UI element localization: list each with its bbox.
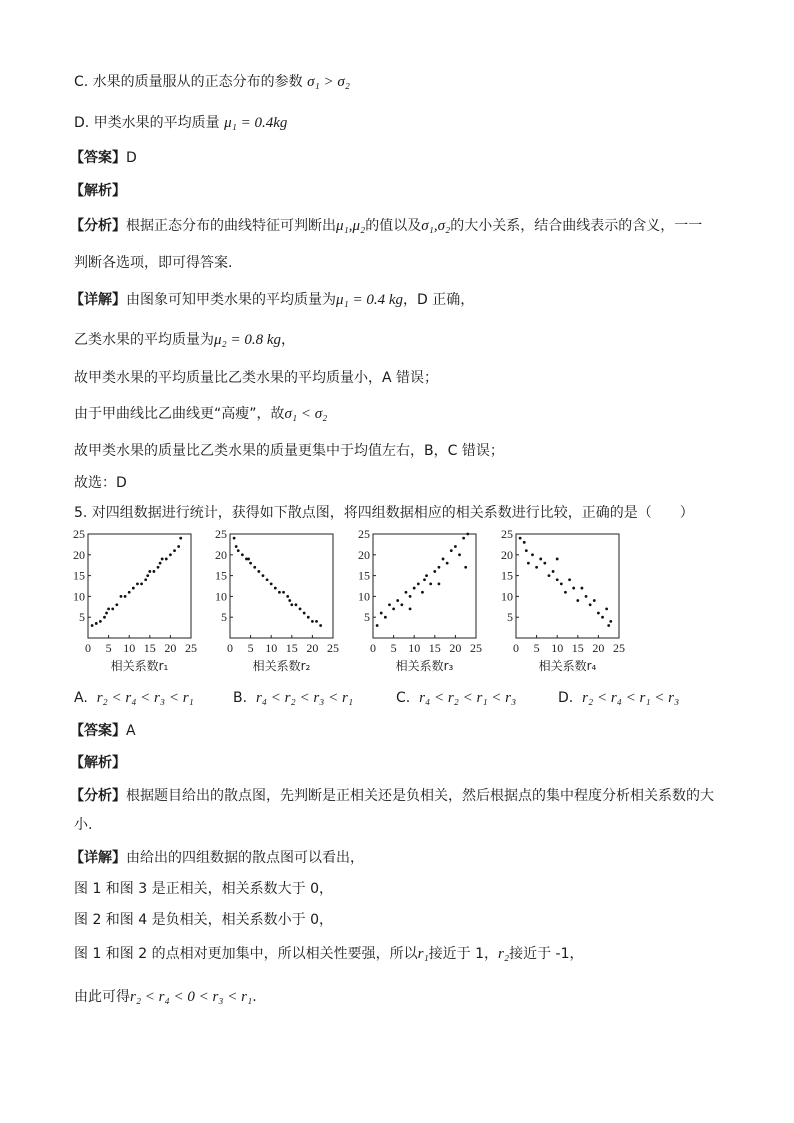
scatter-point [429, 583, 432, 586]
scatter-svg-4 [496, 528, 636, 678]
scatter-point [607, 624, 610, 627]
scatter-point [458, 553, 461, 556]
scatter-point [140, 583, 143, 586]
option-expr: r₂ < r₄ < r₃ < r₁ [96, 690, 194, 706]
scatter-point [105, 612, 108, 615]
scatter-svg-1 [68, 528, 208, 678]
scatter-point [290, 603, 293, 606]
scatter-point [409, 595, 412, 598]
scatter-point [564, 591, 567, 594]
x-tick-label: 5 [533, 641, 540, 655]
scatter-point [247, 558, 250, 561]
q4-xiangjie-line6: 故选：D [74, 475, 127, 491]
scatter-point [454, 545, 457, 548]
scatter-point [159, 562, 162, 565]
q5-xiangjie-line1 [70, 848, 364, 868]
q5-fenxi-line2: 小. [74, 817, 93, 833]
q4-option-c [74, 72, 350, 92]
y-tick-label: 25 [73, 527, 85, 541]
scatter-point [376, 624, 379, 627]
x-tick-label: 25 [470, 641, 482, 655]
scatter-point [288, 599, 291, 602]
option-label: A. [74, 690, 88, 706]
sigma-expr: σ₁,σ₂ [421, 218, 451, 234]
scatter-point [111, 607, 114, 610]
scatter-point [576, 599, 579, 602]
scatter-point [278, 591, 281, 594]
q5-option-b [233, 688, 353, 708]
scatter-point [233, 537, 236, 540]
y-tick-label: 10 [73, 589, 85, 604]
scatter-point [91, 624, 94, 627]
x-tick-label: 10 [123, 641, 136, 655]
scatter-point [433, 570, 436, 573]
scatter-point [464, 566, 467, 569]
scatter-point [120, 595, 123, 598]
scatter-point [177, 545, 180, 548]
y-tick-label: 20 [73, 547, 85, 562]
y-tick-label: 10 [358, 589, 370, 604]
y-tick-label: 10 [501, 589, 513, 604]
scatter-point [311, 620, 314, 623]
scatter-point [388, 603, 391, 606]
y-tick-label: 25 [358, 527, 370, 541]
q5-analysis-label [70, 753, 126, 773]
x-tick-label: 25 [185, 641, 197, 655]
x-tick-label: 20 [306, 641, 319, 655]
mu-expr: μ₁,μ₂ [336, 218, 366, 234]
scatter-point [286, 595, 289, 598]
q4-fenxi-line2: 判断各选项，即可得答案. [74, 255, 233, 271]
q5-xiangjie-line2: 图 1 和图 3 是正相关，相关系数大于 0， [74, 881, 333, 897]
fenxi-text: 根据正态分布的曲线特征可判断出 [126, 218, 336, 234]
y-tick-label: 25 [215, 527, 227, 541]
scatter-point [161, 558, 164, 561]
q5-xiangjie-line4 [74, 944, 584, 964]
scatter-point [153, 570, 156, 573]
y-tick-label: 25 [501, 527, 513, 541]
answer-label: 【答案】 [70, 150, 126, 166]
x-tick-label: 20 [164, 641, 177, 655]
scatter-point [560, 583, 563, 586]
x-tick-label: 0 [227, 641, 233, 655]
option-expr: r₂ < r₄ < r₁ < r₃ [582, 690, 680, 706]
q4-fenxi-line1 [70, 216, 702, 236]
scatter-point [539, 558, 542, 561]
plot-frame [516, 534, 619, 638]
q4-xiangjie-line2 [74, 330, 295, 350]
scatter-point [144, 578, 147, 581]
q5-option-d [558, 688, 679, 708]
x-tick-label: 10 [265, 641, 278, 655]
x-tick-label: 15 [285, 641, 298, 655]
scatter-point [128, 591, 131, 594]
y-tick-label: 20 [215, 547, 227, 562]
plot-frame [373, 534, 476, 638]
conclusion-expr: r₂ < r₄ < 0 < r₃ < r₁ [130, 989, 253, 1005]
q5-xiangjie-line5 [74, 987, 257, 1007]
scatter-point [421, 591, 424, 594]
y-tick-label: 10 [215, 589, 227, 604]
x-tick-label: 5 [390, 641, 397, 655]
scatter-point [556, 578, 559, 581]
q4-option-d [74, 113, 287, 133]
q5-option-a [74, 688, 194, 708]
scatter-point [103, 616, 106, 619]
fenxi-text: 的值以及 [365, 218, 422, 234]
y-tick-label: 20 [358, 547, 370, 562]
x-tick-label: 25 [613, 641, 625, 655]
y-tick-label: 20 [501, 547, 513, 562]
scatter-point [380, 612, 383, 615]
scatter-point [423, 578, 426, 581]
scatter-point [148, 570, 151, 573]
q4-answer [70, 148, 137, 168]
scatter-point [523, 541, 526, 544]
q5-option-c [396, 688, 516, 708]
fenxi-label: 【分析】 [70, 788, 126, 804]
y-tick-label: 5 [221, 610, 227, 625]
xiangjie-text: 由于甲曲线比乙曲线更“高瘦”，故 [74, 406, 285, 422]
fenxi-text: 的大小关系，结合曲线表示的含义，一一 [450, 218, 703, 234]
q4-analysis-label [70, 181, 126, 201]
q4-xiangjie-line5: 故甲类水果的质量比乙类水果的质量更集中于均值左右，B，C 错误； [74, 443, 504, 459]
plot-frame [230, 534, 333, 638]
x-tick-label: 0 [370, 641, 376, 655]
x-tick-label: 20 [592, 641, 605, 655]
scatter-point [589, 603, 592, 606]
q4-option-c-expr: σ₁ > σ₂ [307, 74, 350, 90]
xiangjie-text: 由此可得 [74, 989, 130, 1005]
scatter-point [173, 549, 176, 552]
scatter-point [405, 591, 408, 594]
scatter-point [527, 562, 530, 565]
x-tick-label: 15 [571, 641, 584, 655]
x-axis-label: 相关系数r₂ [252, 659, 311, 673]
x-tick-label: 10 [408, 641, 421, 655]
scatter-point [315, 620, 318, 623]
xiangjie-label: 【详解】 [70, 850, 126, 866]
scatter-point [299, 607, 302, 610]
scatter-point [237, 549, 240, 552]
scatter-svg-2 [210, 528, 350, 678]
scatter-point [525, 549, 528, 552]
x-axis-label: 相关系数r₃ [395, 659, 454, 673]
scatter-point [568, 578, 571, 581]
scatter-plot-4 [496, 528, 636, 678]
xiangjie-text: 由给出的四组数据的散点图可以看出， [126, 850, 364, 866]
y-tick-label: 5 [507, 610, 513, 625]
x-tick-label: 20 [449, 641, 462, 655]
scatter-point [319, 624, 322, 627]
mu2-expr: μ₂ = 0.8 kg [214, 332, 282, 348]
scatter-point [257, 570, 260, 573]
answer-label: 【答案】 [70, 723, 126, 739]
x-axis-label: 相关系数r₄ [538, 659, 597, 673]
answer-value: A [126, 723, 136, 739]
scatter-point [535, 566, 538, 569]
xiangjie-text: 乙类水果的平均质量为 [74, 332, 214, 348]
scatter-point [253, 566, 256, 569]
xiangjie-text: 图 1 和图 2 的点相对更加集中，所以相关性要强，所以 [74, 946, 418, 962]
sigma-expr: σ₁ < σ₂ [284, 406, 328, 422]
scatter-point [552, 570, 555, 573]
analysis-label: 【解析】 [70, 755, 126, 771]
fenxi-text: 根据题目给出的散点图，先判断是正相关还是负相关，然后根据点的集中程度分析相关系数的大 [126, 788, 714, 804]
scatter-point [609, 620, 612, 623]
scatter-point [392, 607, 395, 610]
scatter-plot-1 [68, 528, 208, 678]
scatter-point [450, 549, 453, 552]
xiangjie-text: 由图象可知甲类水果的平均质量为 [126, 292, 336, 308]
scatter-point [438, 566, 441, 569]
analysis-label: 【解析】 [70, 183, 126, 199]
scatter-plot-3 [353, 528, 493, 678]
y-tick-label: 15 [358, 568, 370, 583]
scatter-point [115, 603, 118, 606]
scatter-point [519, 537, 522, 540]
scatter-point [601, 616, 604, 619]
q4-option-d-text: D. 甲类水果的平均质量 [74, 115, 220, 131]
x-tick-label: 5 [247, 641, 254, 655]
plot-frame [88, 534, 191, 638]
scatter-point [179, 537, 182, 540]
y-tick-label: 15 [73, 568, 85, 583]
scatter-point [282, 591, 285, 594]
scatter-point [146, 574, 149, 577]
scatter-point [303, 612, 306, 615]
scatter-point [556, 558, 559, 561]
scatter-point [95, 622, 98, 625]
scatter-point [136, 583, 139, 586]
scatter-point [531, 553, 534, 556]
q5-xiangjie-line3: 图 2 和图 4 是负相关，相关系数小于 0， [74, 912, 333, 928]
scatter-point [446, 562, 449, 565]
r2-expr: r₂ [498, 946, 510, 962]
x-tick-label: 0 [513, 641, 519, 655]
scatter-point [262, 574, 265, 577]
q4-option-c-text: C. 水果的质量服从的正态分布的参数 [74, 74, 303, 90]
y-tick-label: 5 [79, 610, 85, 625]
q5-stem: 5. 对四组数据进行统计，获得如下散点图，将四组数据相应的相关系数进行比较，正确的是（ ） [74, 505, 694, 521]
scatter-point [295, 603, 298, 606]
scatter-point [543, 562, 546, 565]
q4-xiangjie-line1 [70, 290, 474, 310]
scatter-point [270, 583, 273, 586]
q5-answer [70, 721, 136, 741]
answer-value: D [126, 150, 137, 166]
scatter-point [266, 578, 269, 581]
scatter-point [548, 574, 551, 577]
xiangjie-label: 【详解】 [70, 292, 126, 308]
q4-xiangjie-line3: 故甲类水果的平均质量比乙类水果的平均质量小，A 错误； [74, 370, 439, 386]
scatter-plot-2 [210, 528, 350, 678]
xiangjie-text: 接近于 1， [428, 946, 499, 962]
fenxi-label: 【分析】 [70, 218, 126, 234]
scatter-point [409, 607, 412, 610]
q4-option-d-expr: μ₁ = 0.4kg [224, 115, 288, 131]
y-tick-label: 5 [364, 610, 370, 625]
x-tick-label: 5 [105, 641, 112, 655]
option-expr: r₄ < r₂ < r₁ < r₃ [419, 690, 517, 706]
x-tick-label: 10 [551, 641, 564, 655]
scatter-point [169, 553, 172, 556]
option-label: D. [558, 690, 574, 706]
scatter-point [274, 587, 277, 590]
scatter-point [581, 587, 584, 590]
scatter-point [249, 562, 252, 565]
scatter-point [132, 587, 135, 590]
scatter-point [597, 612, 600, 615]
x-tick-label: 25 [327, 641, 339, 655]
x-tick-label: 0 [85, 641, 91, 655]
scatter-point [605, 607, 608, 610]
scatter-point [585, 595, 588, 598]
scatter-point [99, 620, 102, 623]
scatter-point [241, 553, 244, 556]
y-tick-label: 15 [501, 568, 513, 583]
option-expr: r₄ < r₂ < r₃ < r₁ [255, 690, 354, 706]
scatter-point [425, 574, 428, 577]
q4-xiangjie-line4 [74, 404, 327, 424]
scatter-point [466, 533, 469, 536]
scatter-svg-3 [353, 528, 493, 678]
option-label: C. [396, 690, 411, 706]
scatter-point [307, 616, 310, 619]
scatter-point [417, 583, 420, 586]
scatter-point [124, 595, 127, 598]
y-tick-label: 15 [215, 568, 227, 583]
xiangjie-text: . [252, 989, 257, 1005]
scatter-point [400, 603, 403, 606]
scatter-point [413, 587, 416, 590]
xiangjie-text: 接近于 -1， [509, 946, 584, 962]
scatter-point [442, 558, 445, 561]
scatter-point [384, 616, 387, 619]
scatter-point [157, 566, 160, 569]
scatter-point [235, 545, 238, 548]
x-axis-label: 相关系数r₁ [110, 659, 169, 673]
scatter-point [165, 558, 168, 561]
scatter-point [107, 607, 110, 610]
r1-expr: r₁ [417, 946, 429, 962]
xiangjie-text: ， [281, 332, 296, 348]
scatter-point [396, 599, 399, 602]
mu1-expr: μ₁ = 0.4 kg [336, 292, 404, 308]
x-tick-label: 15 [143, 641, 156, 655]
xiangjie-text: ，D 正确， [403, 292, 475, 308]
scatter-point [572, 587, 575, 590]
q5-fenxi-line1 [70, 786, 714, 806]
scatter-point [593, 599, 596, 602]
scatter-point [462, 537, 465, 540]
option-label: B. [233, 690, 248, 706]
x-tick-label: 15 [428, 641, 441, 655]
scatter-point [438, 583, 441, 586]
